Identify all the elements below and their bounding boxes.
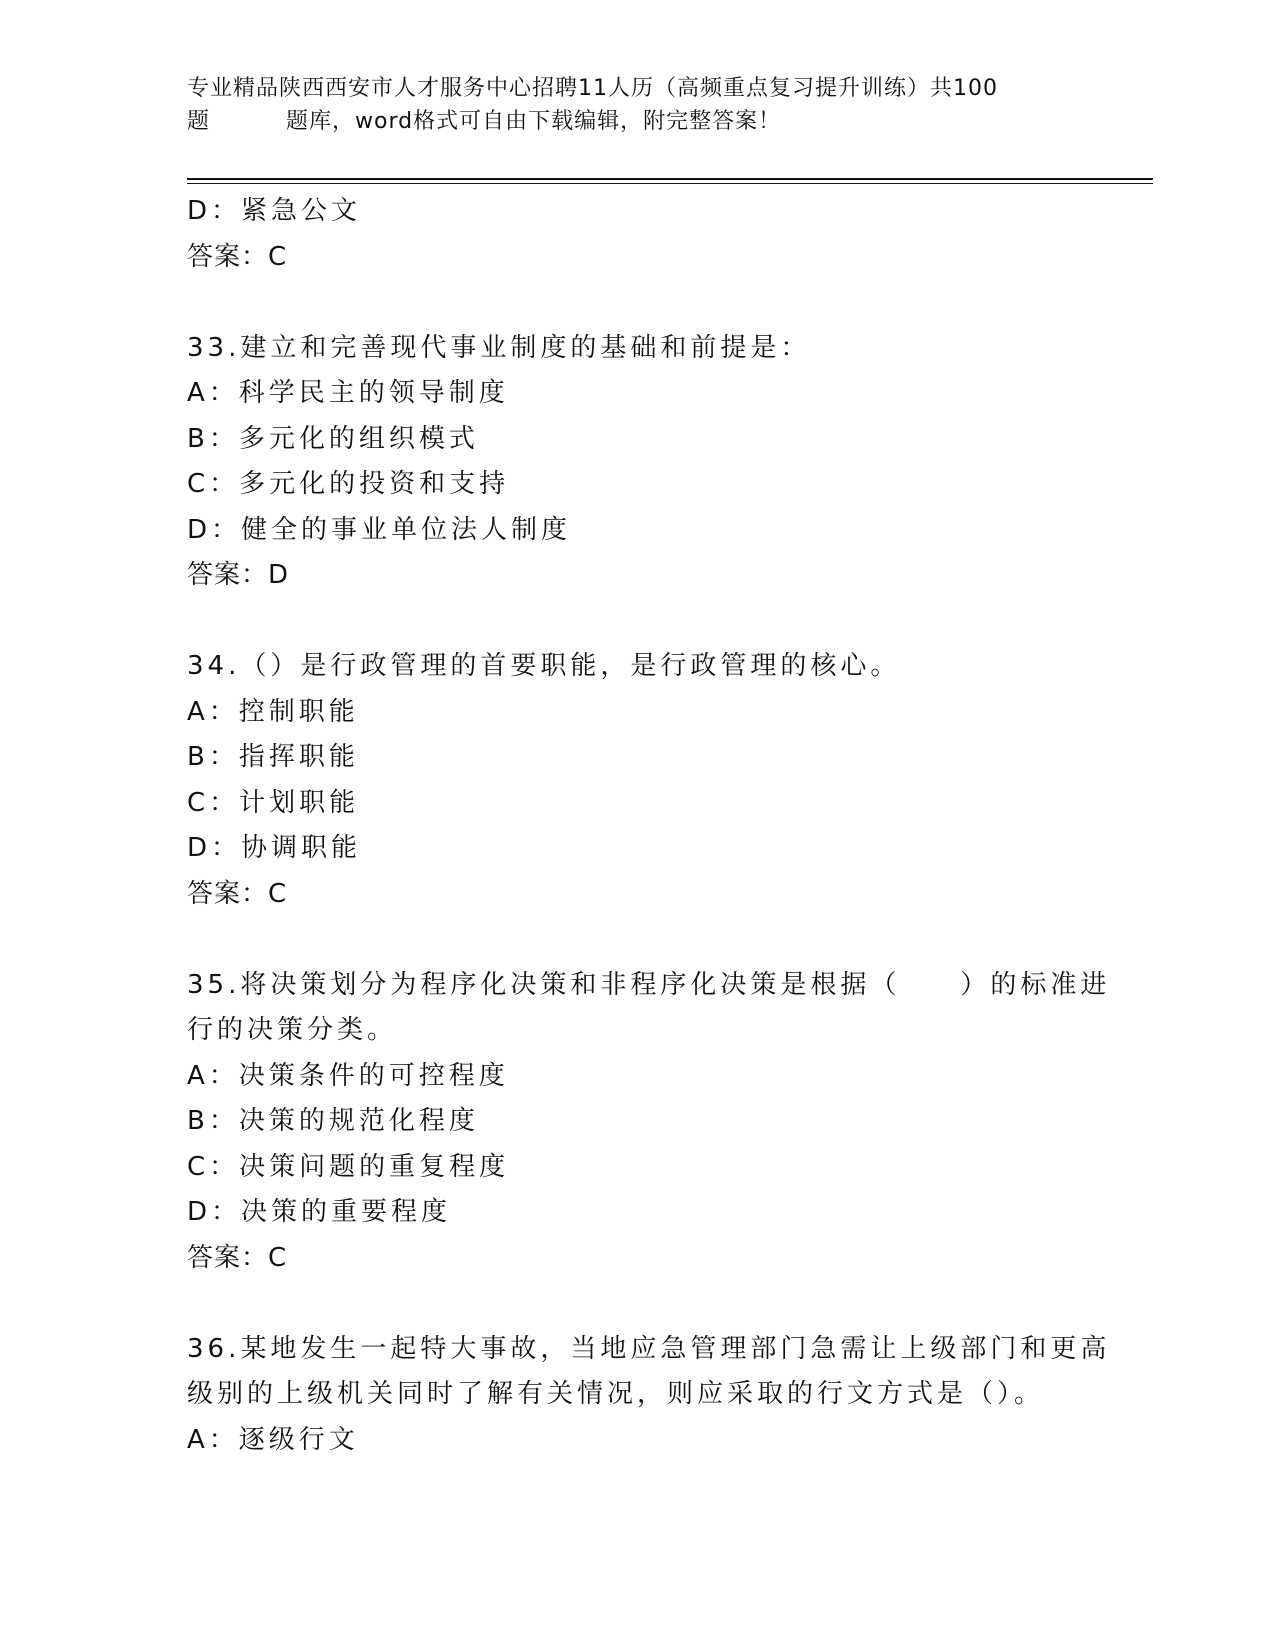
question-stem: 35.将决策划分为程序化决策和非程序化决策是根据（ ）的标准进 (187, 969, 1111, 1000)
option-a: A：决策条件的可控程度 (187, 1060, 509, 1091)
header-line-2 (187, 105, 1067, 138)
question-36 (187, 1327, 1111, 1464)
carryover-option-d: D：紧急公文 (187, 196, 362, 226)
option-c: C：决策问题的重复程度 (187, 1151, 510, 1182)
option-c: C：多元化的投资和支持 (187, 469, 510, 499)
question-35 (187, 963, 1111, 1282)
question-stem-continued: 行的决策分类。 (187, 1015, 398, 1045)
header-line-1: 专业精品陕西西安市人才服务中心招聘11人历（高频重点复习提升训练）共100 (187, 76, 998, 101)
question-stem: 33.建立和完善现代事业制度的基础和前提是： (187, 332, 811, 363)
option-a: A：科学民主的领导制度 (187, 378, 509, 408)
header-divider-thick (187, 178, 1153, 180)
answer: 答案：D (187, 560, 290, 590)
option-b: B：多元化的组织模式 (187, 423, 479, 454)
question-stem-continued: 级别的上级机关同时了解有关情况，则应采取的行文方式是（）。 (187, 1379, 1045, 1409)
answer: 答案：C (187, 878, 288, 909)
option-b: B：决策的规范化程度 (187, 1106, 479, 1136)
option-d: D：决策的重要程度 (187, 1197, 452, 1227)
option-b: B：指挥职能 (187, 742, 359, 772)
option-d: D：协调职能 (187, 833, 362, 863)
option-a: A：控制职能 (187, 696, 359, 727)
question-stem: 36.某地发生一起特大事故，当地应急管理部门急需让上级部门和更高 (187, 1333, 1111, 1364)
header-divider-thin (187, 183, 1153, 184)
question-34 (187, 644, 1087, 917)
document-header (187, 72, 1067, 138)
option-c: C：计划职能 (187, 787, 360, 818)
header-line-2-start: 题 (187, 109, 211, 134)
option-d: D：健全的事业单位法人制度 (187, 514, 572, 545)
carryover-answer: 答案：C (187, 241, 288, 272)
answer: 答案：C (187, 1242, 288, 1273)
header-line-2-rest: 题库，word格式可自由下载编辑，附完整答案！ (286, 109, 782, 134)
question-stem: 34.（）是行政管理的首要职能，是行政管理的核心。 (187, 651, 901, 681)
question-content (187, 189, 1111, 1463)
option-a: A：逐级行文 (187, 1424, 359, 1455)
carryover-block (187, 189, 1087, 280)
question-33 (187, 326, 1087, 599)
